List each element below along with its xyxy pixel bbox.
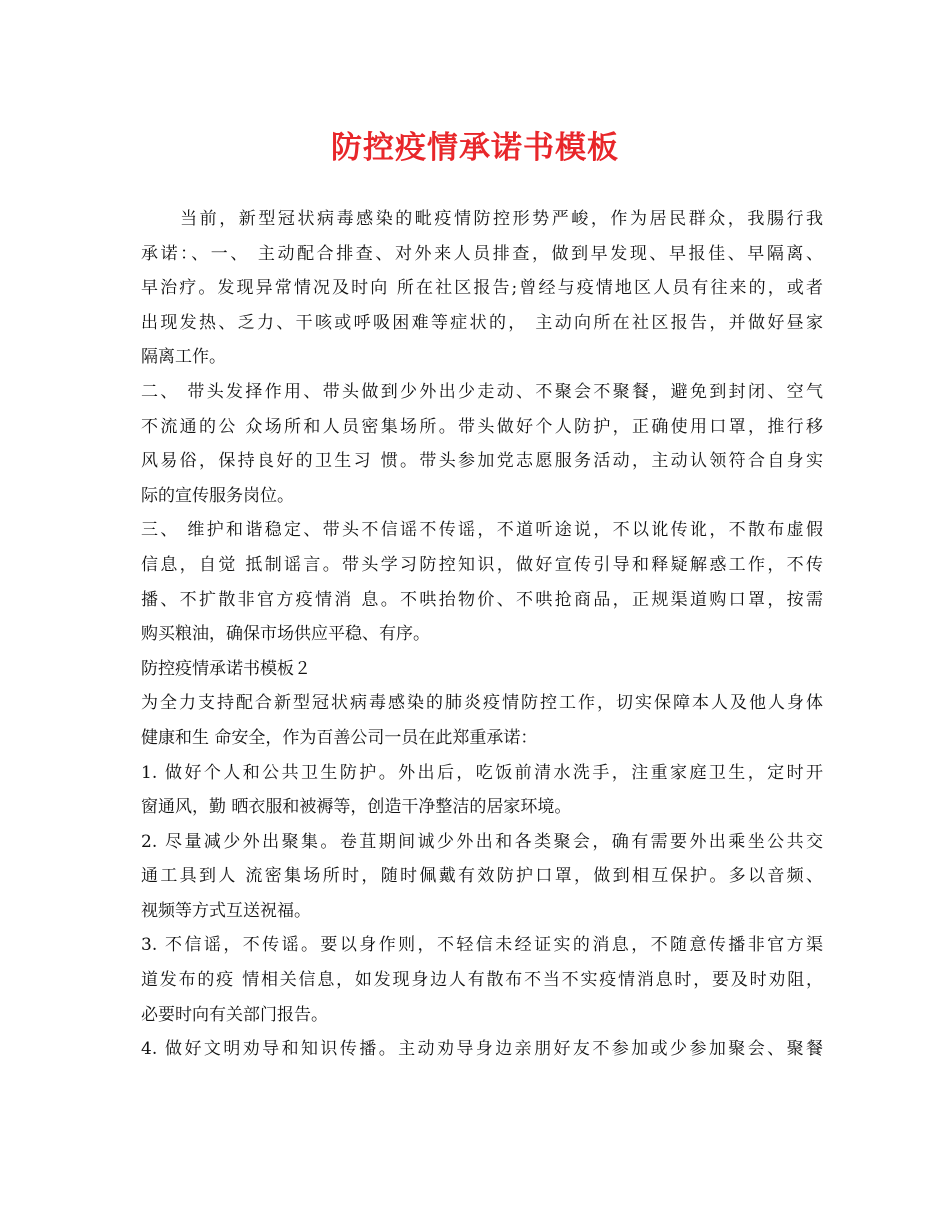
- text-line: 窗通风，勤 晒衣服和被褥等，创造干净整洁的居家环境。: [141, 797, 572, 818]
- text-line: 隔离工作。: [141, 347, 226, 368]
- text-line: 当前，新型冠状病毒感染的毗疫情防控形势严峻，作为居民群众，我腸行我: [141, 209, 823, 229]
- text-line: 二、 带头发择作用、带头做到少外出少走动、不聚会不聚餐，避免到封闭、空气: [141, 381, 823, 402]
- text-line: 健康和生 命安全，作为百善公司一员在此郑重承诺：: [141, 727, 538, 748]
- text-line: 购买粮油，确保市场供应平稳、有序。: [141, 624, 430, 645]
- text-line: 为全力支持配合新型冠状病毒感染的肺炎疫情防控工作，切实保障本人及他人身体: [141, 693, 823, 714]
- text-line: 早治疗。发现异常情况及时向 所在社区报告;曾经与疫情地区人员有往来的，或者: [141, 278, 823, 299]
- text-line: 三、 维护和谐稳定、带头不信谣不传谣，不道听途说，不以讹传讹，不散布虚假: [141, 520, 823, 541]
- text-line: 际的宣传服务岗位。: [141, 485, 294, 506]
- document-title: 防控疫情承诺书模板: [331, 130, 619, 166]
- text-line: 2. 尽量减少外出聚集。卷苴期间诚少外出和各类聚会，确有需要外出乘坐公共交: [141, 831, 823, 852]
- text-line: 风易俗，保持良好的卫生习 惯。带头参加党志愿服务活动，主动认领符合自身实: [141, 451, 823, 472]
- text-line: 视频等方式互送祝福。: [141, 900, 311, 921]
- text-line: 承诺：、一、 主动配合排查、对外来人员排查，做到早发现、早报佳、早隔离、: [141, 243, 823, 264]
- text-line: 1. 做好个人和公共卫生防护。外出后，吃饭前清水洗手，注重家庭卫生，定时开: [141, 762, 823, 783]
- text-line: 播、不扩散非官方疫情消 息。不哄抬物价、不哄抢商品，正规渠道购口罩，按需: [141, 589, 823, 610]
- text-line: 道发布的疫 情相关信息，如发现身边人有散布不当不实疫情消息时，要及时劝阻，: [141, 970, 823, 991]
- text-line: 4. 做好文明劝导和知识传播。主动劝导身边亲朋好友不参加或少参加聚会、聚餐: [141, 1039, 823, 1060]
- text-line: 出现发热、乏力、干咳或呼吸困难等症状的， 主动向所在社区报告，并做好昼家: [141, 312, 823, 333]
- document-body: [141, 202, 823, 1067]
- text-line: 通工具到人 流密集场所时，随时佩戴有效防护口罩，做到相互保护。多以音频、: [141, 866, 823, 887]
- text-line: 3. 不信谣，不传谣。要以身作则，不轻信未经证实的消息，不随意传播非官方渠: [141, 935, 823, 956]
- text-line: 不流通的公 众场所和人员密集场所。带头做好个人防护，正确使用口罩，推行移: [141, 416, 823, 437]
- section-heading: 防控疫情承诺书模板２: [141, 658, 311, 679]
- text-line: 必要时向有关部门报告。: [141, 1004, 328, 1025]
- text-line: 信息，自觉 抵制谣言。带头学习防控知识，做好宣传引导和释疑解惑工作，不传: [141, 554, 823, 575]
